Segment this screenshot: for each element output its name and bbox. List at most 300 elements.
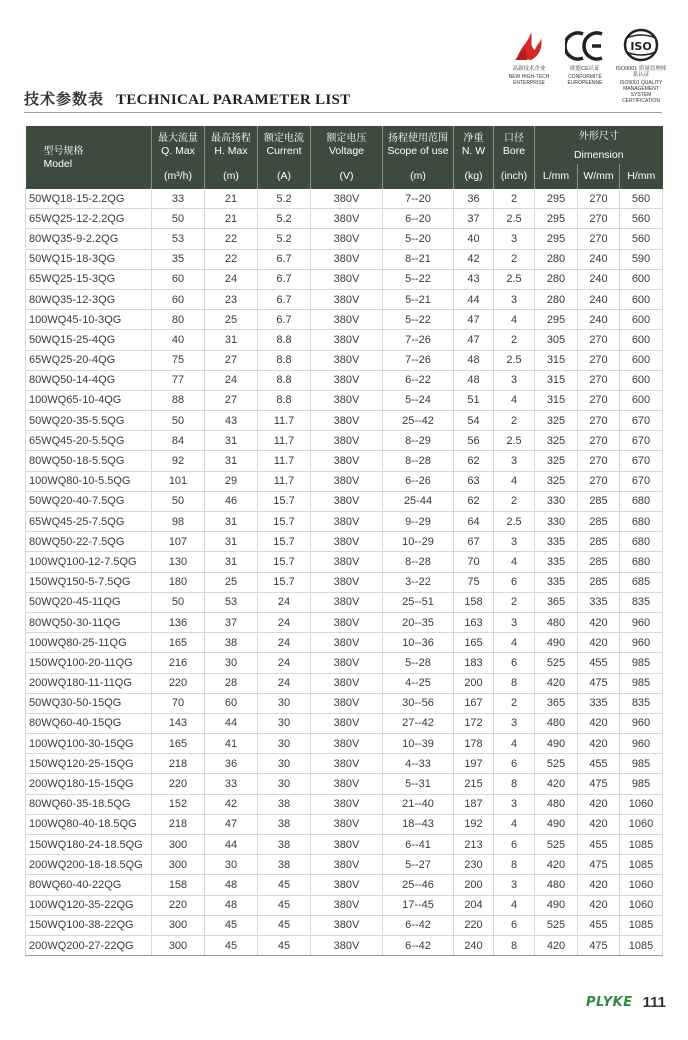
cell-current: 38 xyxy=(258,835,311,855)
cell-bore: 3 xyxy=(494,794,535,814)
cell-voltage: 380V xyxy=(311,915,383,935)
cell-net-weight: 67 xyxy=(454,532,494,552)
table-row xyxy=(26,350,663,370)
iso-caption-en: ISO9001 QUALITY MANAGEMENT SYSTEM CERTIFICATION xyxy=(619,80,663,104)
table-row xyxy=(26,289,663,309)
cell-net-weight: 75 xyxy=(454,572,494,592)
cell-max-head: 21 xyxy=(205,189,258,209)
cell-width: 420 xyxy=(578,875,620,895)
col-header-flow-en: Q. Max xyxy=(161,145,195,157)
cell-scope: 6--42 xyxy=(383,915,454,935)
cell-voltage: 380V xyxy=(311,370,383,390)
cell-voltage: 380V xyxy=(311,814,383,834)
cell-scope: 6--22 xyxy=(383,370,454,390)
cell-max-flow: 180 xyxy=(152,572,205,592)
cell-bore: 2 xyxy=(494,189,535,209)
cell-scope: 5--22 xyxy=(383,310,454,330)
cell-scope: 8--21 xyxy=(383,249,454,269)
cell-voltage: 380V xyxy=(311,451,383,471)
cell-bore: 3 xyxy=(494,289,535,309)
cell-length: 280 xyxy=(535,289,578,309)
cell-width: 475 xyxy=(578,673,620,693)
cell-max-flow: 136 xyxy=(152,612,205,632)
cell-voltage: 380V xyxy=(311,572,383,592)
cell-width: 270 xyxy=(578,451,620,471)
col-header-current-cn: 额定电流 xyxy=(264,133,304,144)
iso-caption-cn: ISO9001 质量管理体系认证 xyxy=(615,66,667,78)
cell-voltage: 380V xyxy=(311,592,383,612)
col-header-weight-cn: 净重 xyxy=(463,133,484,144)
cell-width: 475 xyxy=(578,855,620,875)
table-row xyxy=(26,592,663,612)
cell-voltage: 380V xyxy=(311,713,383,733)
cell-max-flow: 165 xyxy=(152,633,205,653)
cell-net-weight: 48 xyxy=(454,370,494,390)
cell-max-head: 30 xyxy=(205,653,258,673)
cell-max-flow: 130 xyxy=(152,552,205,572)
cell-max-flow: 300 xyxy=(152,935,205,955)
cell-model: 50WQ20-45-11QG xyxy=(26,592,152,612)
cell-current: 45 xyxy=(258,875,311,895)
cell-max-flow: 53 xyxy=(152,229,205,249)
col-header-head xyxy=(205,126,258,164)
col-header-voltage xyxy=(311,126,383,164)
ce-certification-logo xyxy=(559,28,611,86)
cell-scope: 9--29 xyxy=(383,512,454,532)
cell-current: 30 xyxy=(258,693,311,713)
cell-length: 330 xyxy=(535,491,578,511)
cell-max-flow: 216 xyxy=(152,653,205,673)
cell-width: 420 xyxy=(578,895,620,915)
cell-max-flow: 143 xyxy=(152,713,205,733)
cell-width: 285 xyxy=(578,512,620,532)
cell-max-flow: 77 xyxy=(152,370,205,390)
cell-height: 680 xyxy=(620,532,663,552)
cell-scope: 5--20 xyxy=(383,229,454,249)
cell-voltage: 380V xyxy=(311,673,383,693)
cell-voltage: 380V xyxy=(311,774,383,794)
cell-model: 150WQ120-25-15QG xyxy=(26,754,152,774)
cell-voltage: 380V xyxy=(311,310,383,330)
cell-length: 480 xyxy=(535,875,578,895)
cell-scope: 6--42 xyxy=(383,935,454,955)
cell-width: 285 xyxy=(578,572,620,592)
col-header-bore-cn: 口径 xyxy=(504,133,524,144)
cell-height: 670 xyxy=(620,431,663,451)
cell-current: 8.8 xyxy=(258,390,311,410)
cell-model: 200WQ180-15-15QG xyxy=(26,774,152,794)
cell-length: 295 xyxy=(535,209,578,229)
cell-voltage: 380V xyxy=(311,269,383,289)
cell-max-head: 44 xyxy=(205,835,258,855)
cell-bore: 2 xyxy=(494,491,535,511)
table-row xyxy=(26,855,663,875)
cell-height: 1085 xyxy=(620,935,663,955)
cell-scope: 10--29 xyxy=(383,532,454,552)
table-row xyxy=(26,915,663,935)
cell-model: 80WQ60-40-15QG xyxy=(26,713,152,733)
cell-max-head: 23 xyxy=(205,289,258,309)
cell-width: 420 xyxy=(578,633,620,653)
cell-current: 38 xyxy=(258,794,311,814)
cell-scope: 7--26 xyxy=(383,350,454,370)
table-row xyxy=(26,673,663,693)
cell-net-weight: 240 xyxy=(454,935,494,955)
cell-voltage: 380V xyxy=(311,229,383,249)
cell-voltage: 380V xyxy=(311,491,383,511)
cell-voltage: 380V xyxy=(311,471,383,491)
cell-net-weight: 204 xyxy=(454,895,494,915)
table-row xyxy=(26,189,663,209)
table-row xyxy=(26,552,663,572)
cell-max-head: 36 xyxy=(205,754,258,774)
cell-max-head: 24 xyxy=(205,370,258,390)
col-header-dimension xyxy=(535,126,663,146)
cell-net-weight: 36 xyxy=(454,189,494,209)
cell-voltage: 380V xyxy=(311,350,383,370)
cell-width: 335 xyxy=(578,693,620,713)
cell-net-weight: 158 xyxy=(454,592,494,612)
cell-bore: 2 xyxy=(494,592,535,612)
cell-current: 15.7 xyxy=(258,491,311,511)
cell-model: 100WQ80-25-11QG xyxy=(26,633,152,653)
cell-height: 670 xyxy=(620,411,663,431)
table-row xyxy=(26,734,663,754)
cell-height: 600 xyxy=(620,269,663,289)
cell-model: 200WQ180-11-11QG xyxy=(26,673,152,693)
cell-current: 45 xyxy=(258,895,311,915)
table-row xyxy=(26,835,663,855)
cell-max-head: 45 xyxy=(205,915,258,935)
cell-max-head: 37 xyxy=(205,612,258,632)
cell-width: 270 xyxy=(578,330,620,350)
cell-max-head: 31 xyxy=(205,451,258,471)
cell-scope: 5--24 xyxy=(383,390,454,410)
cell-scope: 5--22 xyxy=(383,269,454,289)
cell-bore: 4 xyxy=(494,895,535,915)
cell-max-flow: 101 xyxy=(152,471,205,491)
cell-voltage: 380V xyxy=(311,835,383,855)
cell-bore: 2.5 xyxy=(494,269,535,289)
cell-length: 525 xyxy=(535,835,578,855)
cell-length: 335 xyxy=(535,572,578,592)
cell-width: 285 xyxy=(578,552,620,572)
col-header-head-unit: (m) xyxy=(205,164,258,189)
cell-bore: 8 xyxy=(494,774,535,794)
cell-height: 985 xyxy=(620,653,663,673)
cell-scope: 5--28 xyxy=(383,653,454,673)
cell-model: 200WQ200-27-22QG xyxy=(26,935,152,955)
cell-height: 960 xyxy=(620,612,663,632)
cell-max-head: 31 xyxy=(205,512,258,532)
cell-max-flow: 75 xyxy=(152,350,205,370)
cell-height: 600 xyxy=(620,370,663,390)
cell-bore: 2 xyxy=(494,249,535,269)
cell-width: 240 xyxy=(578,289,620,309)
cell-scope: 7--20 xyxy=(383,189,454,209)
cell-height: 835 xyxy=(620,693,663,713)
cell-max-flow: 98 xyxy=(152,512,205,532)
cell-current: 15.7 xyxy=(258,552,311,572)
cell-height: 600 xyxy=(620,390,663,410)
cell-max-head: 29 xyxy=(205,471,258,491)
cell-width: 270 xyxy=(578,431,620,451)
cell-model: 50WQ30-50-15QG xyxy=(26,693,152,713)
table-row xyxy=(26,633,663,653)
col-header-flow-cn: 最大流量 xyxy=(158,133,198,144)
cell-width: 455 xyxy=(578,915,620,935)
cell-max-flow: 220 xyxy=(152,673,205,693)
cell-bore: 6 xyxy=(494,915,535,935)
col-header-weight-en: N. W xyxy=(461,145,486,157)
cell-scope: 27--42 xyxy=(383,713,454,733)
cell-height: 960 xyxy=(620,633,663,653)
cell-net-weight: 48 xyxy=(454,350,494,370)
cell-length: 325 xyxy=(535,451,578,471)
cell-net-weight: 40 xyxy=(454,229,494,249)
cell-max-head: 31 xyxy=(205,431,258,451)
cell-current: 38 xyxy=(258,814,311,834)
cell-bore: 6 xyxy=(494,653,535,673)
cell-max-head: 33 xyxy=(205,774,258,794)
cell-bore: 8 xyxy=(494,673,535,693)
cell-voltage: 380V xyxy=(311,935,383,955)
table-row xyxy=(26,229,663,249)
cell-width: 270 xyxy=(578,471,620,491)
cell-max-head: 24 xyxy=(205,269,258,289)
cell-net-weight: 213 xyxy=(454,835,494,855)
col-header-voltage-en: Voltage xyxy=(328,145,365,157)
cell-scope: 30--56 xyxy=(383,693,454,713)
cell-max-head: 48 xyxy=(205,875,258,895)
page-number: 111 xyxy=(642,994,666,1011)
col-header-model xyxy=(26,126,152,189)
cell-current: 24 xyxy=(258,673,311,693)
cell-length: 525 xyxy=(535,754,578,774)
iso-certification-logo xyxy=(615,28,667,104)
cell-max-head: 60 xyxy=(205,693,258,713)
cell-length: 280 xyxy=(535,249,578,269)
cell-max-flow: 107 xyxy=(152,532,205,552)
cell-voltage: 380V xyxy=(311,390,383,410)
cell-height: 670 xyxy=(620,451,663,471)
cell-width: 475 xyxy=(578,935,620,955)
col-header-height: H/mm xyxy=(620,164,663,189)
cell-voltage: 380V xyxy=(311,855,383,875)
cell-scope: 8--28 xyxy=(383,451,454,471)
cell-max-head: 42 xyxy=(205,794,258,814)
cell-scope: 8--29 xyxy=(383,431,454,451)
cell-voltage: 380V xyxy=(311,653,383,673)
cell-max-head: 48 xyxy=(205,895,258,915)
cell-max-head: 27 xyxy=(205,390,258,410)
cell-height: 600 xyxy=(620,310,663,330)
cell-bore: 8 xyxy=(494,855,535,875)
cell-scope: 25--51 xyxy=(383,592,454,612)
cell-length: 330 xyxy=(535,512,578,532)
iso-globe-icon xyxy=(622,28,660,64)
cell-scope: 21--40 xyxy=(383,794,454,814)
cell-width: 270 xyxy=(578,229,620,249)
cell-max-head: 41 xyxy=(205,734,258,754)
certification-logos xyxy=(503,28,668,104)
cell-length: 295 xyxy=(535,189,578,209)
cell-max-flow: 152 xyxy=(152,794,205,814)
cell-max-head: 31 xyxy=(205,552,258,572)
cell-net-weight: 63 xyxy=(454,471,494,491)
cell-bore: 2.5 xyxy=(494,209,535,229)
cell-max-head: 25 xyxy=(205,572,258,592)
cell-width: 270 xyxy=(578,411,620,431)
cell-max-head: 47 xyxy=(205,814,258,834)
cell-width: 270 xyxy=(578,370,620,390)
table-header xyxy=(26,126,663,189)
cell-model: 200WQ200-18-18.5QG xyxy=(26,855,152,875)
cell-length: 480 xyxy=(535,713,578,733)
cell-current: 5.2 xyxy=(258,209,311,229)
col-header-bore-en: Bore xyxy=(502,145,526,157)
cell-bore: 2 xyxy=(494,693,535,713)
cell-net-weight: 183 xyxy=(454,653,494,673)
cell-max-flow: 220 xyxy=(152,895,205,915)
cell-current: 8.8 xyxy=(258,370,311,390)
cell-bore: 4 xyxy=(494,814,535,834)
cell-net-weight: 163 xyxy=(454,612,494,632)
cell-net-weight: 51 xyxy=(454,390,494,410)
cell-width: 475 xyxy=(578,774,620,794)
cell-model: 65WQ45-20-5.5QG xyxy=(26,431,152,451)
cell-width: 455 xyxy=(578,653,620,673)
cell-scope: 18--43 xyxy=(383,814,454,834)
cell-scope: 6--20 xyxy=(383,209,454,229)
col-header-length: L/mm xyxy=(535,164,578,189)
cell-height: 560 xyxy=(620,209,663,229)
cell-width: 240 xyxy=(578,249,620,269)
cell-bore: 4 xyxy=(494,471,535,491)
page-heading xyxy=(24,88,350,108)
cell-length: 280 xyxy=(535,269,578,289)
cell-scope: 7--26 xyxy=(383,330,454,350)
cell-length: 525 xyxy=(535,915,578,935)
cell-height: 1060 xyxy=(620,814,663,834)
cell-height: 600 xyxy=(620,350,663,370)
table-row xyxy=(26,471,663,491)
cell-voltage: 380V xyxy=(311,411,383,431)
cell-model: 50WQ20-40-7.5QG xyxy=(26,491,152,511)
cell-scope: 3--22 xyxy=(383,572,454,592)
cell-model: 150WQ150-5-7.5QG xyxy=(26,572,152,592)
cell-model: 80WQ60-35-18.5QG xyxy=(26,794,152,814)
cell-height: 1085 xyxy=(620,915,663,935)
cell-net-weight: 172 xyxy=(454,713,494,733)
cell-current: 11.7 xyxy=(258,451,311,471)
table-row xyxy=(26,310,663,330)
cell-height: 680 xyxy=(620,552,663,572)
cell-net-weight: 62 xyxy=(454,451,494,471)
cell-model: 50WQ18-15-2.2QG xyxy=(26,189,152,209)
col-header-weight-unit: (kg) xyxy=(454,164,494,189)
cell-length: 305 xyxy=(535,330,578,350)
cell-voltage: 380V xyxy=(311,330,383,350)
cell-bore: 3 xyxy=(494,713,535,733)
table-row xyxy=(26,370,663,390)
cell-net-weight: 47 xyxy=(454,310,494,330)
cell-model: 80WQ60-40-22QG xyxy=(26,875,152,895)
cell-max-head: 44 xyxy=(205,713,258,733)
cell-max-head: 21 xyxy=(205,209,258,229)
cell-bore: 3 xyxy=(494,532,535,552)
cell-height: 680 xyxy=(620,512,663,532)
cell-voltage: 380V xyxy=(311,794,383,814)
cell-voltage: 380V xyxy=(311,209,383,229)
cell-width: 420 xyxy=(578,814,620,834)
cell-current: 15.7 xyxy=(258,572,311,592)
page-title-en: TECHNICAL PARAMETER LIST xyxy=(116,92,351,108)
cell-voltage: 380V xyxy=(311,734,383,754)
cell-length: 325 xyxy=(535,471,578,491)
cell-net-weight: 230 xyxy=(454,855,494,875)
cell-bore: 2.5 xyxy=(494,431,535,451)
cell-length: 420 xyxy=(535,855,578,875)
cell-voltage: 380V xyxy=(311,552,383,572)
cell-scope: 17--45 xyxy=(383,895,454,915)
table-row xyxy=(26,814,663,834)
cell-max-flow: 60 xyxy=(152,269,205,289)
table-row xyxy=(26,330,663,350)
cell-net-weight: 37 xyxy=(454,209,494,229)
cell-height: 985 xyxy=(620,774,663,794)
cell-model: 80WQ50-30-11QG xyxy=(26,612,152,632)
cell-model: 65WQ25-12-2.2QG xyxy=(26,209,152,229)
cell-length: 325 xyxy=(535,431,578,451)
cell-max-flow: 80 xyxy=(152,310,205,330)
col-header-bore-unit: (inch) xyxy=(494,164,535,189)
cell-length: 420 xyxy=(535,935,578,955)
cell-net-weight: 64 xyxy=(454,512,494,532)
cell-max-head: 22 xyxy=(205,249,258,269)
cell-max-flow: 300 xyxy=(152,915,205,935)
cell-max-flow: 50 xyxy=(152,491,205,511)
high-tech-caption-cn: 高新技术企业 xyxy=(512,66,546,72)
cell-current: 11.7 xyxy=(258,471,311,491)
table-row xyxy=(26,532,663,552)
cell-bore: 4 xyxy=(494,390,535,410)
cell-max-flow: 92 xyxy=(152,451,205,471)
technical-parameter-table xyxy=(25,126,663,956)
cell-length: 365 xyxy=(535,693,578,713)
cell-length: 325 xyxy=(535,411,578,431)
cell-voltage: 380V xyxy=(311,612,383,632)
cell-voltage: 380V xyxy=(311,532,383,552)
cell-model: 80WQ35-9-2.2QG xyxy=(26,229,152,249)
col-header-current-en: Current xyxy=(266,145,302,157)
cell-current: 24 xyxy=(258,612,311,632)
cell-max-head: 31 xyxy=(205,330,258,350)
col-header-head-en: H. Max xyxy=(214,145,248,157)
cell-bore: 3 xyxy=(494,451,535,471)
cell-current: 6.7 xyxy=(258,249,311,269)
col-header-voltage-cn: 额定电压 xyxy=(326,133,367,144)
iso-mark-text: ISO xyxy=(630,40,652,53)
cell-bore: 3 xyxy=(494,612,535,632)
col-header-flow-unit: (m³/h) xyxy=(152,164,205,189)
cell-length: 335 xyxy=(535,552,578,572)
cell-length: 420 xyxy=(535,673,578,693)
cell-max-flow: 50 xyxy=(152,411,205,431)
cell-bore: 8 xyxy=(494,935,535,955)
cell-voltage: 380V xyxy=(311,189,383,209)
cell-scope: 5--21 xyxy=(383,289,454,309)
